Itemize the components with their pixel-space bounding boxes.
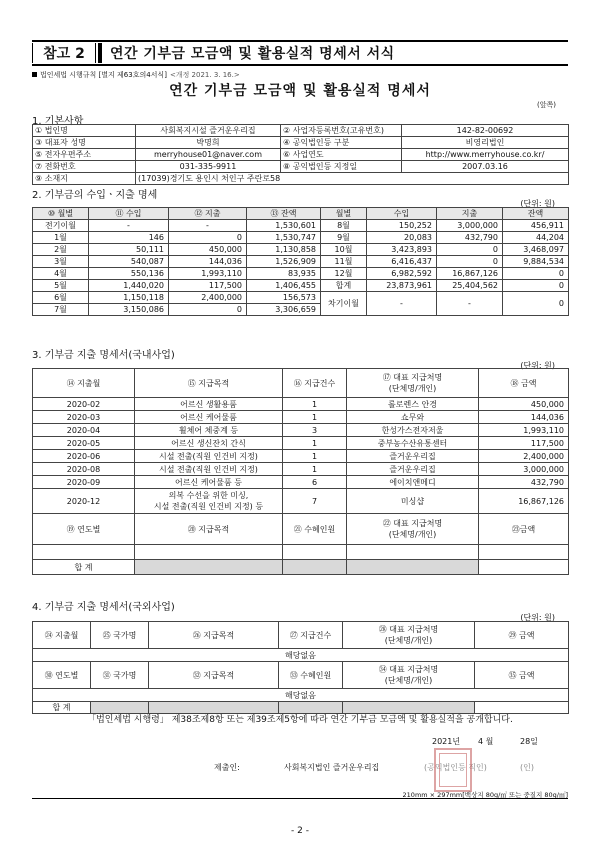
basic-info-table	[32, 124, 569, 185]
unit-label: (단위: 원)	[520, 361, 555, 370]
section-2-title: 2. 기부금의 수입ㆍ지출 명세	[32, 190, 158, 201]
monthly-table	[32, 207, 569, 316]
foreign-expenditure-table	[32, 621, 569, 714]
table-row: 해당없음	[33, 649, 569, 662]
table-row: 2020-03 어르신 케어물품 1 쇼무와 144,036	[33, 411, 569, 424]
section-3-title: 3. 기부금 지출 명세서(국내사업)	[32, 350, 175, 361]
table-row: 6월 1,150,118 2,400,000 156,573 차기이월 - - 0	[33, 292, 569, 304]
unit-label: (단위: 원)	[520, 613, 555, 622]
table-row: 4월 550,136 1,993,110 83,935 12월 6,982,592 16,867,126 0	[33, 268, 569, 280]
table-header-row: ⑲ 연도별 ⑳ 지급목적 ㉑ 수혜인원 ㉒ 대표 지급처명 (단체명/개인) ㉓금액	[33, 514, 569, 545]
submitter-name: 사회복지법인 즐거운우리집	[284, 763, 380, 772]
footer-divider	[32, 798, 568, 799]
date-month: 4 월	[478, 737, 494, 746]
page-number: - 2 -	[291, 826, 309, 836]
table-row: 1월 146 0 1,530,747 9월 20,083 432,790 44,204	[33, 232, 569, 244]
table-row: ⑨ 소재지 (17039)경기도 용인시 처인구 주란로58	[33, 173, 569, 185]
page-title: 연간 기부금 모금액 및 활용실적 명세서	[169, 83, 431, 99]
table-row: 2020-09 어르신 케어물품 등 6 에이치앤메디 432,790	[33, 476, 569, 489]
table-row: 7월 3,150,086 0 3,306,659	[33, 304, 569, 316]
table-header-row: ⑭ 지출월 ⑮ 지급목적 ⑯ 지급건수 ⑰ 대표 지급처명 (단체명/개인) ⑱ 금액	[33, 369, 569, 398]
date-year: 2021년	[432, 737, 461, 746]
table-row: 2월 50,111 450,000 1,130,858 10월 3,423,893 0 3,468,097	[33, 244, 569, 256]
table-header-row: ⑩ 월별 ⑪ 수입 ⑫ 지출 ⑬ 잔액 월별 수입 지출 잔액	[33, 208, 569, 220]
seal-label: (공익법인등 직인)	[424, 763, 487, 772]
official-seal-stamp	[434, 748, 472, 792]
table-row: 2020-06 시설 전출(직원 인건비 지정) 1 즐거운우리집 2,400,000	[33, 450, 569, 463]
total-row: 합 계	[33, 560, 569, 575]
section-4-title: 4. 기부금 지출 명세서(국외사업)	[32, 602, 175, 613]
table-header-row: ㉚ 연도별 ㉛ 국가명 ㉜ 지급목적 ㉝ 수혜인원 ㉞ 대표 지급처명 (단체명/개인) ㉟ 금액	[33, 662, 569, 689]
table-row: 5월 1,440,020 117,500 1,406,455 합계 23,873,961 25,404,562 0	[33, 280, 569, 292]
submitter-label: 제출인:	[214, 763, 240, 772]
revision-note: <개정 2021. 3. 16.>	[169, 71, 240, 79]
section-1-title: 1. 기본사항	[32, 116, 84, 127]
section-header	[32, 40, 568, 66]
paper-spec: 210mm × 297mm[백상지 80g/㎡ 또는 중질지 80g/㎡]	[402, 791, 568, 799]
disclosure-statement: 「법인세법 시행령」 제38조제8항 또는 제39조제5항에 따라 연간 기부금 모금액 및 활용실적을 공개합니다.	[87, 715, 513, 725]
table-row: 2020-02 어르신 생활용품 1 롤로렌스 안경 450,000	[33, 398, 569, 411]
table-row: ⑦ 전화번호 031-335-9911 ⑧ 공익법인등 지정일 2007.03.16	[33, 161, 569, 173]
table-header-row: ㉔ 지출월 ㉕ 국가명 ㉖ 지급목적 ㉗ 지급건수 ㉘ 대표 지급처명 (단체명/개인) ㉙ 금액	[33, 622, 569, 649]
sign-label: (인)	[520, 763, 534, 772]
table-row: 전기이월 - - 1,530,601 8월 150,252 3,000,000 456,911	[33, 220, 569, 232]
domestic-expenditure-table	[32, 368, 569, 575]
table-row: ③ 대표자 성명 박명희 ④ 공익법인등 구분 비영리법인	[33, 137, 569, 149]
table-row: 3월 540,087 144,036 1,526,909 11월 6,416,437 0 9,884,534	[33, 256, 569, 268]
divider	[98, 43, 102, 63]
table-row: ① 법인명 사회복지시설 즐거운우리집 ② 사업자등록번호(고유번호) 142-82-00692	[33, 125, 569, 137]
header-title: 연간 기부금 모금액 및 활용실적 명세서 서식	[110, 46, 395, 62]
law-reference: 법인세법 시행규칙 [별지 제63호의4서식] <개정 2021. 3. 16.>	[32, 70, 240, 80]
table-row: ⑤ 전자우편주소 merryhouse01@naver.com ⑥ 사업연도 http://www.merryhouse.co.kr/	[33, 149, 569, 161]
unit-label: (단위: 원)	[520, 199, 555, 208]
date-day: 28일	[520, 737, 538, 746]
reference-tag: 참고 2	[32, 43, 96, 63]
page-side-label: (앞쪽)	[537, 101, 556, 109]
table-row: 2020-05 어르신 생신잔치 간식 1 중부농수산유통센터 117,500	[33, 437, 569, 450]
table-row: 2020-04 휠체어 체중계 등 3 한성가스전자저울 1,993,110	[33, 424, 569, 437]
total-row: 합 계	[33, 702, 569, 714]
square-bullet-icon	[32, 72, 37, 77]
table-row: 해당없음	[33, 689, 569, 702]
table-row: 2020-12 의복 수선을 위한 미싱, 시설 전출(직원 인건비 지정) 등 7 미싱샵 16,867,126	[33, 489, 569, 514]
table-row: 2020-08 시설 전출(직원 인건비 지정) 1 즐거운우리집 3,000,000	[33, 463, 569, 476]
table-row	[33, 545, 569, 560]
